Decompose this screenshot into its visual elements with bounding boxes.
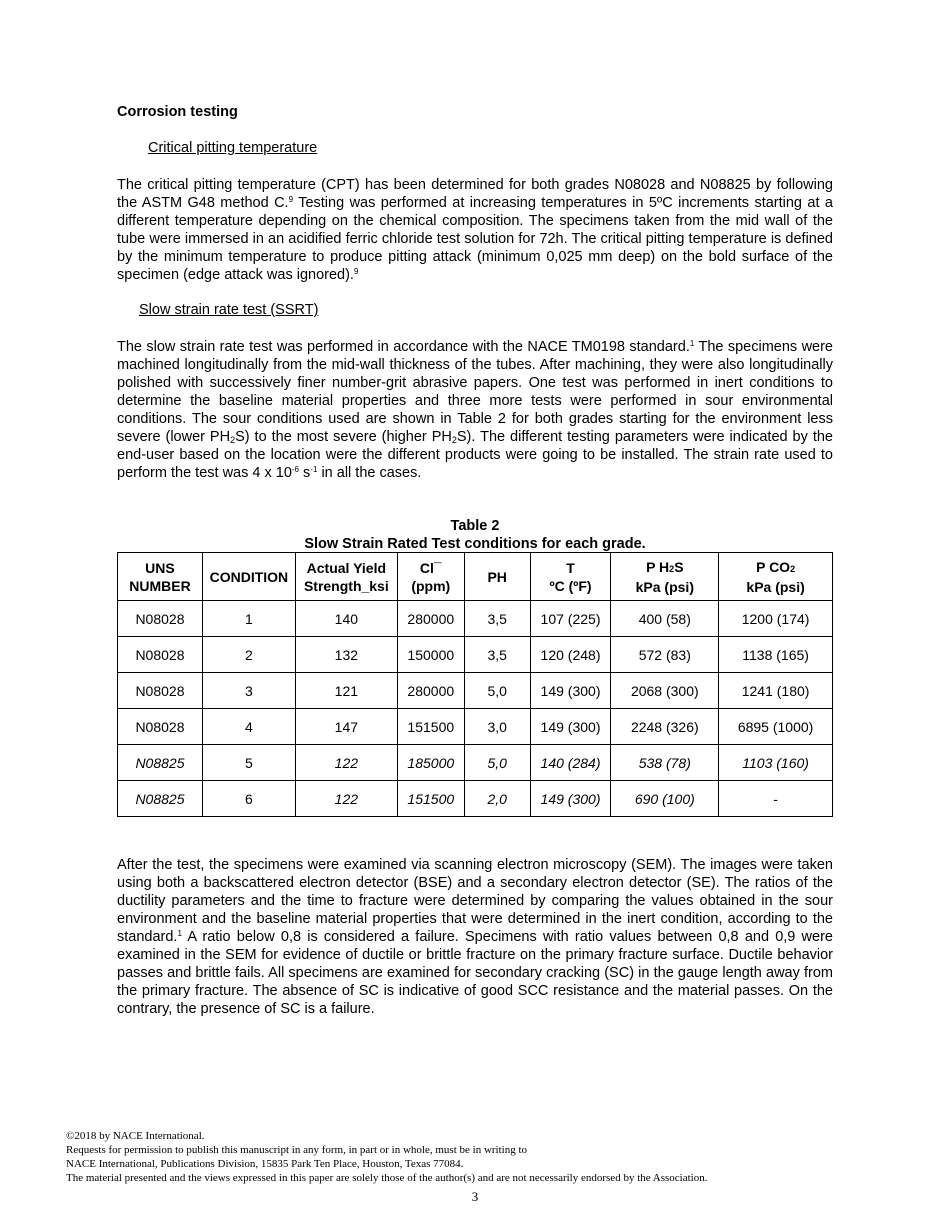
table-cell: N08028 <box>118 709 203 745</box>
ssrt-heading: Slow strain rate test (SSRT) <box>139 302 319 318</box>
table-cell: 140 (284) <box>530 745 611 781</box>
table-cell: 2 <box>202 637 295 673</box>
table-cell: 150000 <box>397 637 464 673</box>
col-header-pco2: P CO2 kPa (psi) <box>719 553 833 601</box>
table-cell: 147 <box>295 709 397 745</box>
table-cell: N08028 <box>118 637 203 673</box>
table-cell: N08825 <box>118 745 203 781</box>
table-cell: 2248 (326) <box>611 709 719 745</box>
table-cell: 538 (78) <box>611 745 719 781</box>
table-cell: 3,0 <box>464 709 530 745</box>
table-cell: 4 <box>202 709 295 745</box>
table-cell: 6 <box>202 781 295 817</box>
table-cell: N08028 <box>118 673 203 709</box>
copyright-footer <box>66 1129 707 1185</box>
table-cell: 3,5 <box>464 637 530 673</box>
table-row <box>118 709 833 745</box>
table-cell: 132 <box>295 637 397 673</box>
section-title: Corrosion testing <box>117 104 238 120</box>
table-cell: 5 <box>202 745 295 781</box>
table-cell: 6895 (1000) <box>719 709 833 745</box>
table-cell: 1200 (174) <box>719 601 833 637</box>
cpt-heading: Critical pitting temperature <box>148 140 318 156</box>
table-cell: 1103 (160) <box>719 745 833 781</box>
table-cell: 3,5 <box>464 601 530 637</box>
table-cell: - <box>719 781 833 817</box>
table-cell: 140 <box>295 601 397 637</box>
table-cell: 149 (300) <box>530 673 611 709</box>
table-cell: 122 <box>295 745 397 781</box>
table-cell: 107 (225) <box>530 601 611 637</box>
table-cell: 400 (58) <box>611 601 719 637</box>
col-header-ph2s: P H2S kPa (psi) <box>611 553 719 601</box>
table-row <box>118 637 833 673</box>
table-cell: 5,0 <box>464 745 530 781</box>
table-cell: 572 (83) <box>611 637 719 673</box>
ssrt-paragraph: The slow strain rate test was performed in accordance with the NACE TM0198 standard.$^1$ The specimens were machined longitudinally from the mid-wall thickness of the tubes. After machining, they were also longitudinally polished with successively finer number-grit abrasive papers. One test was performed in inert conditions to determine the baseline material properties and three more tests were performed in sour environmental conditions. The sour conditions used are shown in Table 2 for both grades starting for the environment less severe (lower $PH_2S$) to the most severe (higher $PH_2S$). The different testing parameters were indicated by the end-user based on the location were the different products were going to be installed. The strain rate used to perform the test was 4 x $10^{-6}$ $s^{-1}$ in all the cases. <box>117 339 833 481</box>
table-cell: 690 (100) <box>611 781 719 817</box>
table-cell: 121 <box>295 673 397 709</box>
table-cell: 185000 <box>397 745 464 781</box>
table-cell: 149 (300) <box>530 709 611 745</box>
table-cell: 5,0 <box>464 673 530 709</box>
table-cell: 2,0 <box>464 781 530 817</box>
table-cell: 151500 <box>397 781 464 817</box>
table-cell: 1 <box>202 601 295 637</box>
footer-line: The material presented and the views expressed in this paper are solely those of the author(s) and are not necessarily endorsed by the Association. <box>66 1172 708 1184</box>
table-header-row <box>118 553 833 601</box>
table-cell: 2068 (300) <box>611 673 719 709</box>
col-header-condition: CONDITION <box>202 553 295 601</box>
table-cell: 151500 <box>397 709 464 745</box>
results-paragraph: After the test, the specimens were examined via scanning electron microscopy (SEM). The images were taken using both a backscattered electron detector (BSE) and a secondary electron detector (SE). The ratios of the ductility parameters and the time to fracture were determined by comparing the values obtained in the sour environment and the baseline material properties that were determined in the inert condition, according to the standard.$^1$ A ratio below 0,8 is considered a failure. Specimens with ratio values between 0,8 and 0,9 were examined in the SEM for evidence of ductile or brittle fracture on the primary fracture surface. Ductile behavior passes and brittle fails. All specimens are examined for secondary cracking (SC) in the gauge length away from the primary fracture. The absence of SC is indicative of good SCC resistance and the material passes. On the contrary, the presence of SC is a failure. <box>117 857 833 1017</box>
table-cell: 1241 (180) <box>719 673 833 709</box>
table-number: Table 2 <box>450 518 500 534</box>
cpt-paragraph: The critical pitting temperature (CPT) has been determined for both grades N08028 and N08825 by following the ASTM G48 method C.$^9$ Testing was performed at increasing temperatures in 5ºC increments starting at a different temperature depending on the chemical composition. The specimens taken from the mid wall of the tube were immersed in an acidified ferric chloride test solution for 72h. The critical pitting temperature is defined by the minimum temperature to produce pitting attack (minimum 0,025 mm deep) on the bold surface of the specimen (edge attack was ignored).$^9$ <box>117 177 833 283</box>
col-header-yield: Actual Yield Strength_ksi <box>295 553 397 601</box>
table-cell: 3 <box>202 673 295 709</box>
ssrt-conditions-table <box>117 552 833 817</box>
footer-line: NACE International, Publications Division, 15835 Park Ten Place, Houston, Texas 77084. <box>66 1158 464 1170</box>
table-cell: 120 (248) <box>530 637 611 673</box>
footer-line: ©2018 by NACE International. <box>66 1130 205 1142</box>
col-header-ph: PH <box>464 553 530 601</box>
col-header-chloride: Cl¯ (ppm) <box>397 553 464 601</box>
table-row <box>118 601 833 637</box>
table-cell: N08028 <box>118 601 203 637</box>
page-number: 3 <box>471 1189 479 1204</box>
table-row <box>118 781 833 817</box>
footer-line: Requests for permission to publish this manuscript in any form, in part or in whole, must be in writing to <box>66 1144 528 1156</box>
table-row <box>118 673 833 709</box>
table-cell: 1138 (165) <box>719 637 833 673</box>
table-cell: 280000 <box>397 673 464 709</box>
table-cell: N08825 <box>118 781 203 817</box>
table-cell: 149 (300) <box>530 781 611 817</box>
col-header-uns: UNS NUMBER <box>118 553 203 601</box>
table-cell: 122 <box>295 781 397 817</box>
table-row <box>118 745 833 781</box>
table-caption: Slow Strain Rated Test conditions for each grade. <box>304 536 646 552</box>
table-cell: 280000 <box>397 601 464 637</box>
col-header-temperature: T ºC (ºF) <box>530 553 611 601</box>
